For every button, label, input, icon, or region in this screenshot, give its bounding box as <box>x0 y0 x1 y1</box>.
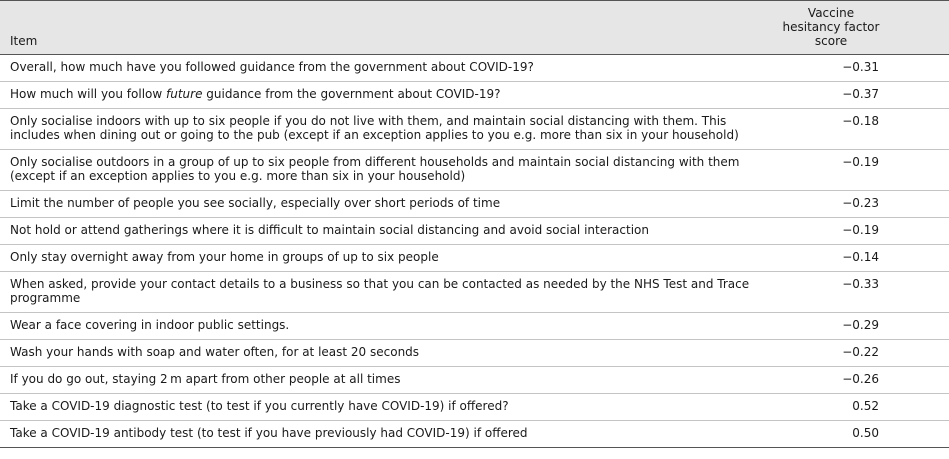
table-row <box>0 150 949 191</box>
row-item: Wear a face covering in indoor public settings. <box>10 318 290 332</box>
table-row <box>0 340 949 367</box>
row-score: −0.33 <box>842 277 879 291</box>
table-row <box>0 313 949 340</box>
row-item: Not hold or attend gatherings where it is difficult to maintain social distancing and avoid social interaction <box>10 223 649 237</box>
row-item: Only socialise outdoors in a group of up to six people from different households and maintain social distancing with them (except if an exception applies to you e.g. more than six in your household) <box>10 155 740 183</box>
row-score: −0.22 <box>842 345 879 359</box>
row-score: −0.23 <box>842 196 879 210</box>
table-row <box>0 191 949 218</box>
row-score: −0.18 <box>842 114 879 128</box>
row-item: Limit the number of people you see socially, especially over short periods of time <box>10 196 501 210</box>
row-score: −0.19 <box>842 155 879 169</box>
column-header-score-text: Vaccine hesitancy factor score <box>782 6 880 48</box>
row-score: −0.14 <box>842 250 879 264</box>
row-item-pre: How much will you follow <box>10 87 167 101</box>
row-item <box>0 82 767 109</box>
table-row <box>0 55 949 82</box>
table-row <box>0 82 949 109</box>
column-header-score <box>767 1 949 55</box>
row-item: Only stay overnight away from your home in groups of up to six people <box>10 250 439 264</box>
row-item: When asked, provide your contact details to a business so that you can be contacted as needed by the NHS Test and Trace programme <box>10 277 750 305</box>
table-row <box>0 367 949 394</box>
table-row <box>0 394 949 421</box>
row-item: Take a COVID-19 diagnostic test (to test if you currently have COVID-19) if offered? <box>10 399 509 413</box>
row-item: Only socialise indoors with up to six people if you do not live with them, and maintain social distancing with them. This includes when dining out or going to the pub (except if an exception applies to you e.g. more than six in your household) <box>10 114 739 142</box>
row-item: If you do go out, staying 2 m apart from other people at all times <box>10 372 401 386</box>
table-row <box>0 109 949 150</box>
table-row <box>0 245 949 272</box>
table-row <box>0 421 949 448</box>
table-row <box>0 272 949 313</box>
row-item: Wash your hands with soap and water often, for at least 20 seconds <box>10 345 420 359</box>
row-item-post: guidance from the government about COVID-19? <box>202 87 501 101</box>
row-item: Overall, how much have you followed guidance from the government about COVID-19? <box>10 60 534 74</box>
row-item-emphasis: future <box>166 87 203 101</box>
table-row <box>0 218 949 245</box>
row-score: −0.31 <box>842 60 879 74</box>
row-score: 0.50 <box>852 426 879 440</box>
row-score: 0.52 <box>852 399 879 413</box>
column-header-item: Item <box>10 34 38 48</box>
row-score: −0.37 <box>842 87 879 101</box>
row-item: Take a COVID-19 antibody test (to test if you have previously had COVID-19) if offered <box>10 426 528 440</box>
row-score: −0.29 <box>842 318 879 332</box>
row-score: −0.26 <box>842 372 879 386</box>
table-header-row <box>0 1 949 55</box>
row-score: −0.19 <box>842 223 879 237</box>
